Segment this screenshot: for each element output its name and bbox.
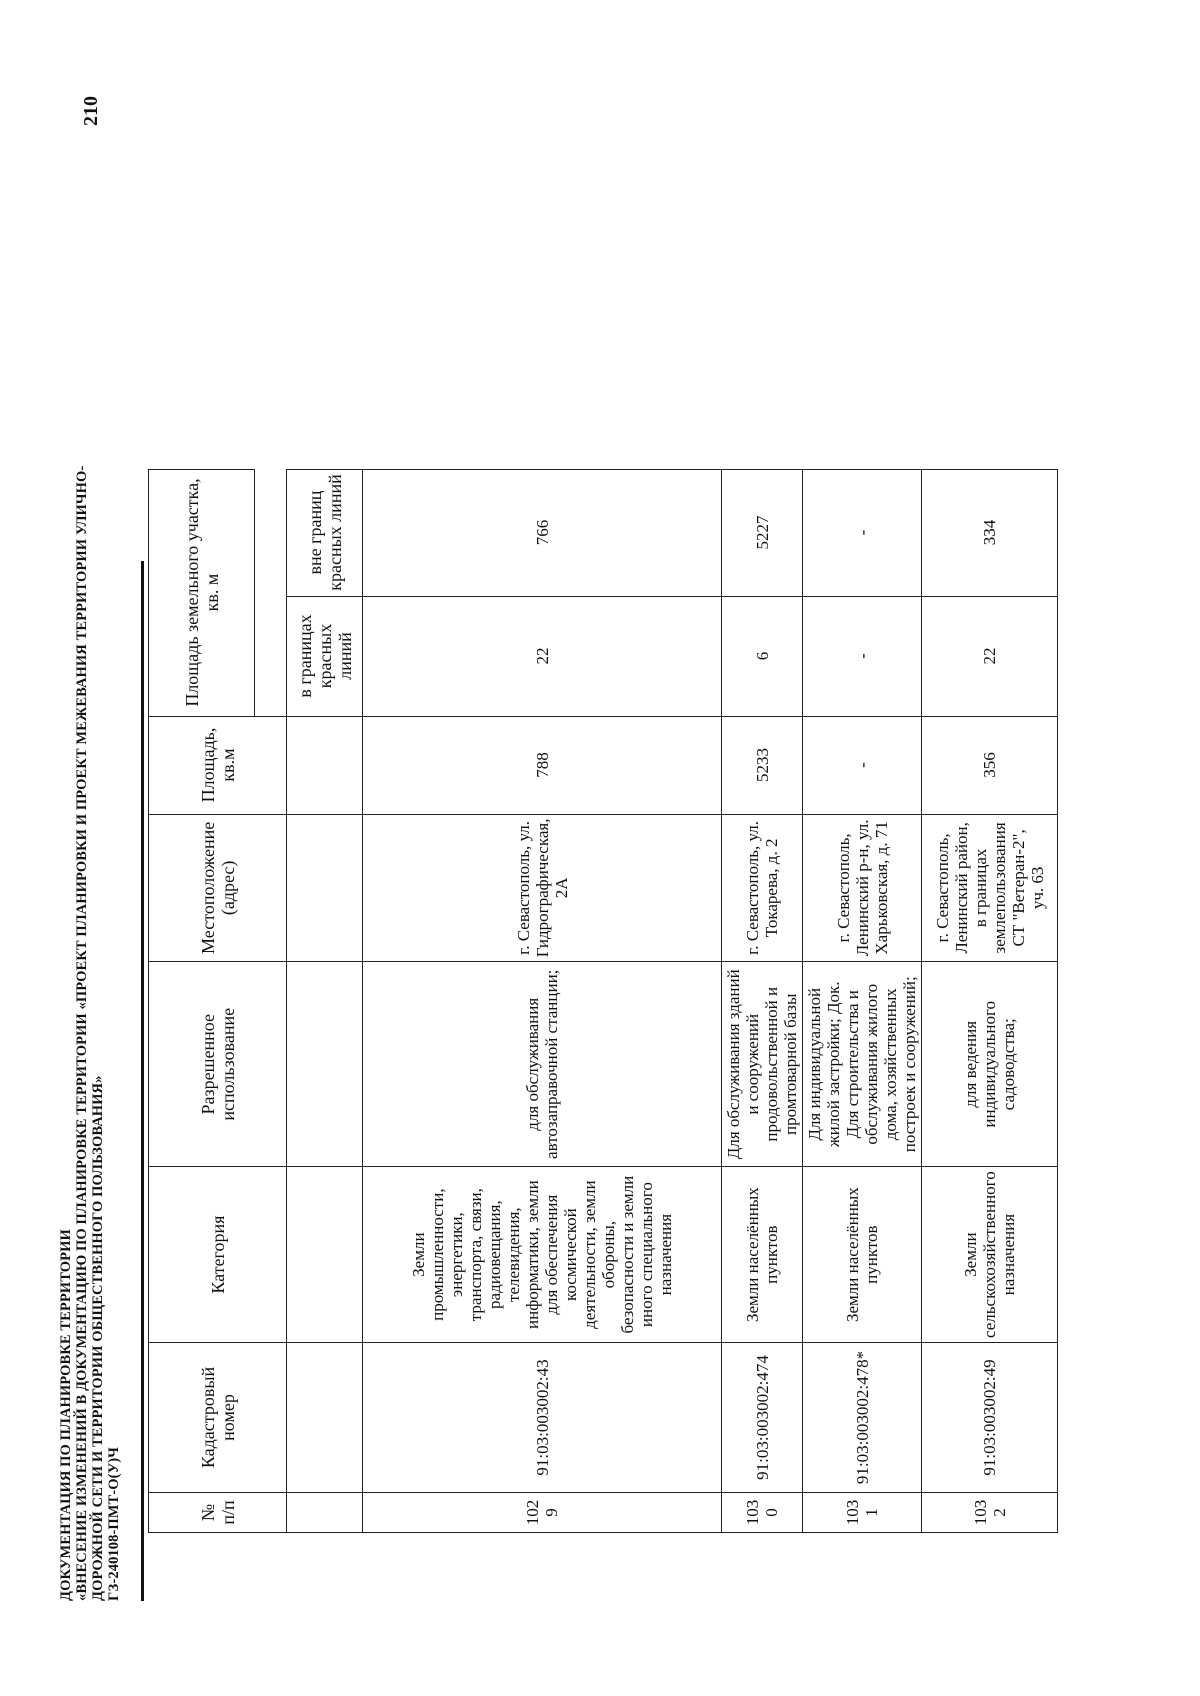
cell-num: 1031 — [803, 1493, 922, 1533]
cell-category: Земли населённых пунктов — [722, 1167, 803, 1343]
table-header-row — [149, 469, 255, 1532]
cell-cadastral: 91:03:003002:49 — [922, 1343, 1058, 1493]
table-row — [363, 469, 722, 1532]
cell-outside: - — [803, 469, 922, 596]
cell-category: Земли сельскохозяйственного назначения — [922, 1167, 1058, 1343]
cell-location: г. Севастополь, Ленинский р-н, ул. Харьковская, д. 71 — [803, 814, 922, 962]
header-line-2: «ВНЕСЕНИЕ ИЗМЕНЕНИЙ В ДОКУМЕНТАЦИЮ ПО ПЛАНИРОВКЕ ТЕРРИТОРИИ «ПРОЕКТ ПЛАНИРОВКИ И ПРОЕКТ МЕЖЕВАНИЯ ТЕРРИТОРИИ УЛИЧНО- — [74, 465, 90, 1601]
cell-area: - — [803, 716, 922, 814]
cell-area: 356 — [922, 716, 1058, 814]
table-row — [722, 469, 803, 1532]
header-permitted-use: Разрешенное использование — [149, 962, 287, 1167]
cell-cadastral: 91:03:003002:43 — [363, 1343, 722, 1493]
cell-location: г. Севастополь, ул. Гидрографическая, 2А — [363, 814, 722, 962]
cell-num: 1030 — [722, 1493, 803, 1533]
header-cadastral-blank — [287, 1343, 363, 1493]
header-line-3: ДОРОЖНОЙ СЕТИ И ТЕРРИТОРИИ ОБЩЕСТВЕННОГО ПОЛЬЗОВАНИЯ» — [90, 1075, 106, 1601]
header-line-4: ГЗ-240108-ПМТ-О(У)Ч — [106, 1447, 122, 1601]
header-num-blank — [287, 1493, 363, 1533]
table-row — [803, 469, 922, 1532]
cell-outside: 766 — [363, 469, 722, 596]
table-row — [922, 469, 1058, 1532]
cell-permitted-use: для обслуживания автозаправочной станции; — [363, 962, 722, 1167]
header-use-blank — [287, 962, 363, 1167]
cell-category: Земли населённых пунктов — [803, 1167, 922, 1343]
cell-outside: 5227 — [722, 469, 803, 596]
header-area: Площадь, кв.м — [149, 716, 287, 814]
document-header — [58, 465, 122, 1601]
cell-area: 788 — [363, 716, 722, 814]
cell-within: - — [803, 596, 922, 716]
cell-num: 1029 — [363, 1493, 722, 1533]
cell-area: 5233 — [722, 716, 803, 814]
header-divider — [141, 561, 144, 1601]
header-line-1: ДОКУМЕНТАЦИЯ ПО ПЛАНИРОВКЕ ТЕРРИТОРИИ — [58, 1229, 74, 1601]
header-outside-red-lines: вне границ красных линий — [287, 469, 363, 596]
cell-cadastral: 91:03:003002:478* — [803, 1343, 922, 1493]
cell-cadastral: 91:03:003002:474 — [722, 1343, 803, 1493]
cell-permitted-use: Для индивидуальной жилой застройки; Док. Для строительства и обслуживания жилого дома, хозяйственных построек и сооружений; — [803, 962, 922, 1167]
land-plots-table — [148, 469, 1058, 1533]
header-num: № п/п — [149, 1493, 287, 1533]
header-plot-area-group: Площадь земельного участка, кв. м — [149, 469, 255, 716]
cell-category: Земли промышленности, энергетики, транспорта, связи, радиовещания, телевидения, информатики, земли для обеспечения космической деятельности, земли обороны, безопасности и земли иного специального назначения — [363, 1167, 722, 1343]
cell-location: г. Севастополь, ул. Токарева, д. 2 — [722, 814, 803, 962]
cell-within: 6 — [722, 596, 803, 716]
header-within-red-lines: в границах красных линий — [287, 596, 363, 716]
cell-outside: 334 — [922, 469, 1058, 596]
cell-permitted-use: Для обслуживания зданий и сооружений продовольственной и промтоварной базы — [722, 962, 803, 1167]
table-subheader-row — [287, 469, 363, 1532]
header-location: Местоположение (адрес) — [149, 814, 287, 962]
header-area-blank — [287, 716, 363, 814]
header-category-blank — [287, 1167, 363, 1343]
cell-num: 1032 — [922, 1493, 1058, 1533]
header-category: Категория — [149, 1167, 287, 1343]
cell-within: 22 — [922, 596, 1058, 716]
header-location-blank — [287, 814, 363, 962]
header-cadastral: Кадастровый номер — [149, 1343, 287, 1493]
cell-location: г. Севастополь, Ленинский район, в границах землепользования СТ "Ветеран-2", уч. 63 — [922, 814, 1058, 962]
cell-within: 22 — [363, 596, 722, 716]
page-number: 210 — [80, 96, 102, 126]
cell-permitted-use: для ведения индивидуального садоводства; — [922, 962, 1058, 1167]
